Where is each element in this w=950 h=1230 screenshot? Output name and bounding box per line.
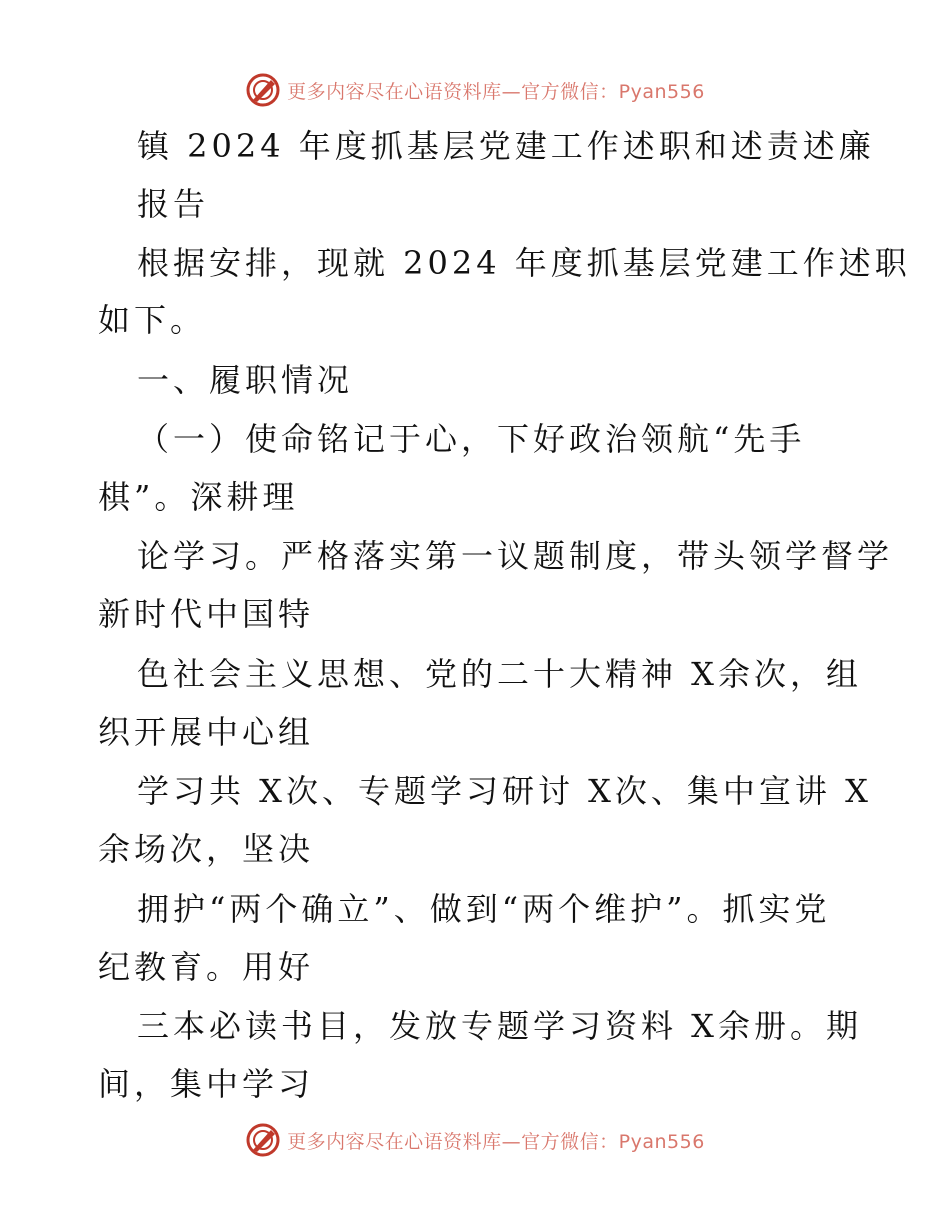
- paragraph-line: 纪教育。用好: [98, 948, 315, 986]
- paragraph-line: 新时代中国特: [98, 595, 315, 633]
- paragraph-line: 拥护“两个确立”、做到“两个维护”。抓实党: [137, 890, 831, 928]
- paragraph-line: 棋”。深耕理: [98, 478, 299, 516]
- section-heading: 一、履职情况: [137, 361, 354, 399]
- paragraph-line: 论学习。严格落实第一议题制度，带头领学督学: [137, 537, 894, 575]
- paragraph-line: 色社会主义思想、党的二十大精神 X余次，组: [137, 655, 862, 693]
- paragraph-line: 如下。: [98, 301, 207, 339]
- watermark-text: 更多内容尽在心语资料库—官方微信：Pyan556: [287, 1130, 705, 1153]
- watermark-banner-bottom: [0, 1118, 950, 1162]
- watermark-banner-top: [0, 68, 950, 112]
- paragraph-line: 间，集中学习: [98, 1065, 315, 1103]
- paragraph-line: 余场次，坚决: [98, 830, 315, 868]
- pen-logo-icon: [245, 1122, 281, 1158]
- document-title-cont: 报告: [137, 185, 210, 223]
- paragraph-line: 根据安排，现就 2024 年度抓基层党建工作述职: [137, 244, 911, 282]
- subsection-heading: （一）使命铭记于心，下好政治领航“先手: [137, 420, 806, 458]
- document-title: 镇 2024 年度抓基层党建工作述职和述责述廉: [137, 127, 875, 165]
- watermark-text: 更多内容尽在心语资料库—官方微信：Pyan556: [287, 80, 705, 103]
- paragraph-line: 三本必读书目，发放专题学习资料 X余册。期: [137, 1007, 862, 1045]
- paragraph-line: 织开展中心组: [98, 713, 315, 751]
- paragraph-line: 学习共 X次、专题学习研讨 X次、集中宣讲 X: [137, 772, 872, 810]
- pen-logo-icon: [245, 72, 281, 108]
